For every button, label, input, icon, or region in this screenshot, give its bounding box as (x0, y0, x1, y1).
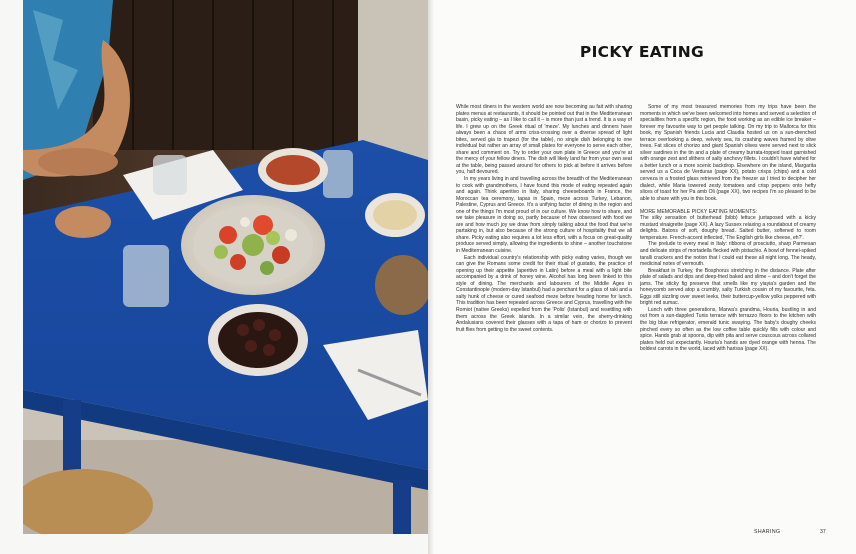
page-gutter (428, 0, 434, 554)
paragraph: In my years living in and travelling across the breadth of the Mediterranean to cook with grandmothers, I have found this mode of eating repeated again and again. Think aperitivo in Italy, sharing cheeseboards in France, the Moroccan tea ceremony, tapas in Spain, meze across Turkey, Lebanon, Palestine, Cyprus and Greece. It's a unifying factor of dining in the region and one of the things I'm most proud of in our culture. We know how to share, and we take pleasure in doing so, partly because of how obsessed with food we are and how much joy we draw from simply talking about the food that we're partaking in, but also because of the strong culture of hospitality that we all share. Picky eating also requires a lot less effort, with a focus on great-quality produce served simply, allowing the ingredients to shine – another touchstone in Mediterranean cuisine. (456, 176, 632, 255)
text-column-right (640, 104, 816, 353)
running-footer: SHARING (754, 529, 781, 535)
paragraph: While most diners in the western world are now becoming au fait with sharing plates menus at restaurants, it should be pointed out that in the Mediterranean basin, picky eating – as I like to call it – is more than just a trend. It is a way of life. I grew up on the Greek ritual of 'meze'. My lunches and dinners have always been a chaos of arms criss-crossing over a diverse spread of light bites, served gia to trapezi (for the table), no single dish belonging to one individual but rather an array of small plates for everyone to serve each other, share and comment on. Try to order your own plate in Greece and you're at the mercy of your fellow diners. The dish will likely land far from your own seat at the table, being passed around for others to pick at before it arrives before you, half devoured. (456, 104, 632, 176)
paragraph: Lunch with three generations, Marwa's grandma, Houria, bustling in and out from a sun-dappled Tunis terrace with terrazzo floors to the kitchen with the big blue refrigerator, emerald tunic swaying. The baby's doughy cheeks pinched every so often as the low coffee table quickly fills with colour and spice. Hands grab at spoons, dip with pita and serve couscous across collared plates held out expectantly. Houria's hands are dyed orange with henna. The boldest carrots in the world, laced with harissa (page XX). (640, 306, 816, 353)
paragraph: The silky sensation of butterhead (bibb) lettuce juxtaposed with a kicky mustard vinaigrette (page XX). A lazy Sussex relaxing a roundabout of creamy delights. Batons of soft, doughy bread. Salted butter, softened to room temperature. French-accent inflected, 'The English girls like cheese, eh?'. (640, 215, 816, 241)
section-subheading: MORE MEMORABLE PICKY EATING MOMENTS: (640, 208, 758, 215)
page-number: 37 (820, 529, 826, 535)
paragraph: Each individual country's relationship with picky eating varies, though we can give the Romans some credit for their ritual of gustatio, the practice of opening up their appetite (aperitivo in Latin) before a meal with a light bite accompanied by a drink of honey wine. Alcohol has long been linked to this style of dining. The merchants and labourers of the Middle Ages in Constantinople (modern-day Istanbul) had a penchant for a glass of raki and a salty hunk of cheese or cured seafood meze before heading home for lunch. This tradition has been repeated across Greece and Cyprus, travelling with the Romiot (native Greeks) expelled from the 'Polis' (Istanbul) and resettling with them across the Greek islands. In a similar vein, the sherry-drinking Andalusians covered their glasses with a tapa of ham or chorizo to prevent fruit flies from getting to the sweet contents. (456, 254, 632, 333)
paragraph: Some of my most treasured memories from my trips have been the moments in which we've been welcomed into homes and served a selection of specialities from a specific region, the food working as an edible ice breaker – forever my favourite way to get people talking. On my trip to Mallorca for this book, my Spanish friends Lucia and Claudia hosted us on a sun-drenched terrace overlooking a deep, velvety sea, its crashing waves framed by olive trees. Fat slices of chorizo and giant Spanish olives were served next to slick silver sardines in the tin and a plate of creamy burrata-topped toast garnished with orange zest and slithers of salty anchovy fillets. I couldn't have wished for a better lunch or a more scenic backdrop. Elsewhere on the island, Margarita served us a Coca de Verduras (page XX), potato crisps (chips) and a cold cerveza in a frosted glass retrieved from the freezer as I tried to decipher her dialect, while Maria towered zesty tomatoes and crisp peppers onto hefty slices of toast for her Pa amb Oli (page XX), two recipes I'm so pleased to be able to share with you in this book. (640, 104, 816, 202)
text-column-left (456, 104, 632, 333)
article-title: PICKY EATING (579, 43, 705, 61)
right-page (428, 0, 856, 554)
paragraph: The prelude to every meal in Italy: ribbons of prosciutto, sharp Parmesan and delicate strips of mortadella flecked with pistachio. A bowl of fennel-spiked taralli crackers and the notion that I could eat these all night long. The heady, medicinal notes of vermouth. (640, 241, 816, 268)
food-table-photo (23, 0, 428, 534)
paragraph: Breakfast in Turkey, the Bosphorus stretching in the distance. Plate after plate of salads and dips and deep-fried baked and slime – and don't forget the jams. The sticky fig preserve that smells like my yiayia's garden and the honeycomb served atop a crumbly, salty Turkish cousin of my favourite, feta. Eggs still sizzling over sweet leeks, their buttercup-yellow yolks peppered with bright red sumac. (640, 267, 816, 307)
